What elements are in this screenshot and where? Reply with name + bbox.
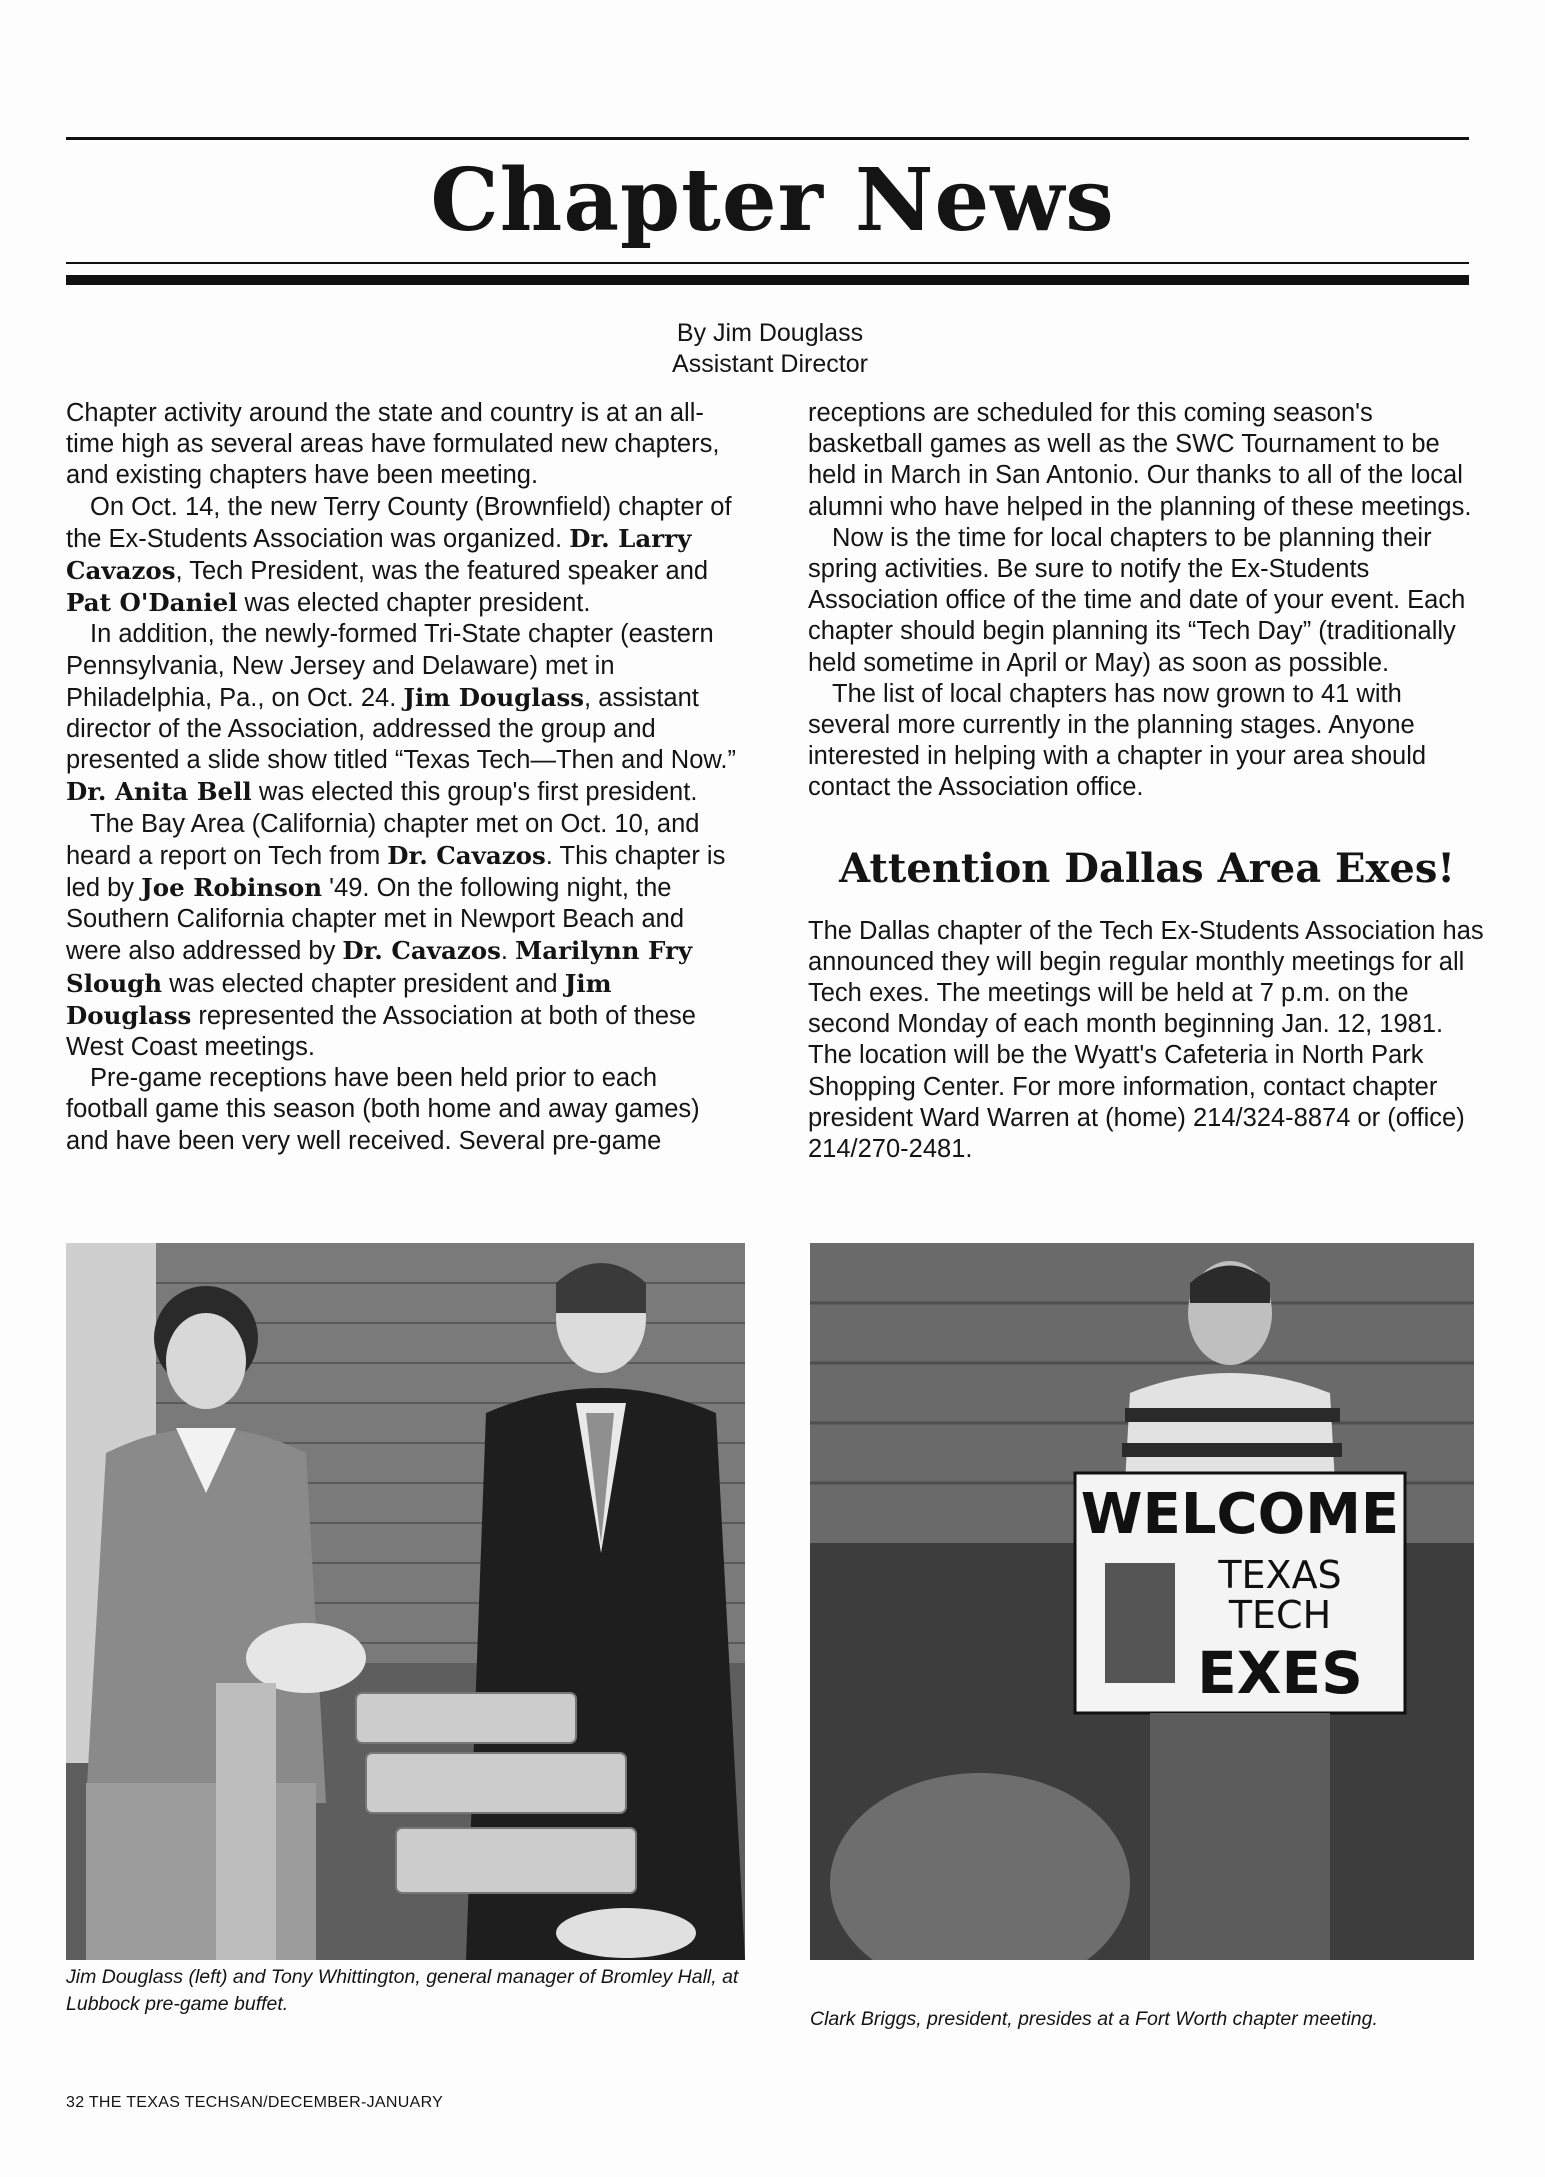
paragraph: receptions are scheduled for this coming season's basketball games as well as the SWC Tournament to be held in March in San Antonio. Our thanks to all of the local alumni who have helped in the planning of these meetings. [808,399,1472,521]
dallas-subheading: Attention Dallas Area Exes! [839,844,1455,892]
bold-name: Dr. Cavazos [342,936,501,966]
paragraph: On Oct. 14, the new Terry County (Brownfield) chapter of the Ex-Students Association was organized. Dr. Larry Cavazos, Tech President, was the featured speaker and Pat O'Daniel was elected chapter president. [66,492,732,618]
sign-welcome: WELCOME [1080,1482,1400,1547]
title-thin-rule [66,262,1469,264]
bold-name: Joe Robinson [141,873,323,903]
top-rule [66,137,1469,140]
bold-name: Jim Douglass [403,682,585,712]
article-right-column [808,398,1486,1165]
article-left-column [66,398,744,1157]
paragraph: Now is the time for local chapters to be planning their spring activities. Be sure to notify the Ex-Students Association office of the time and date of your event. Each chapter should begin planning its “Tech Day” (traditionally held sometime in April or May) as soon as possible. [808,523,1466,677]
sign-tech: TECH [1228,1593,1332,1637]
bold-name: Dr. Larry Cavazos [66,523,692,586]
title-thick-rule [66,275,1469,285]
byline [490,318,1050,380]
bold-name: Dr. Cavazos [387,840,546,870]
byline-author: By Jim Douglass [676,319,864,347]
paragraph: The Dallas chapter of the Tech Ex-Students Association has announced they will begin regular monthly meetings for all Tech exes. The meetings will be held at 7 p.m. on the second Monday of each month beginning Jan. 12, 1981. The location will be the Wyatt's Cafeteria in North Park Shopping Center. For more information, contact chapter president Ward Warren at (home) 214/324-8874 or (office) 214/270-2481. [808,916,1484,1164]
bold-name: Marilynn Fry Slough [66,936,693,998]
bold-name: Dr. Anita Bell [66,777,252,807]
bold-name: Jim Douglass [66,968,612,1030]
photo-meeting [810,1243,1474,1960]
paragraph: The Bay Area (California) chapter met on Oct. 10, and heard a report on Tech from Dr. Cavazos. This chapter is led by Joe Robinson '49. On the following night, the Southern California chapter met in Newport Beach and were also addressed by Dr. Cavazos. Marilynn Fry Slough was elected chapter president and Jim Douglass represented the Association at both of these West Coast meetings. [66,809,726,1062]
paragraph: Chapter activity around the state and country is at an all-time high as several areas have formulated new chapters, and existing chapters have been meeting. [66,399,720,490]
paragraph: Pre-game receptions have been held prior to each football game this season (both home and away games) and have been very well received. Several pre-game [66,1064,700,1155]
bold-name: Pat O'Daniel [66,588,238,618]
sign-texas: TEXAS [1218,1553,1342,1597]
paragraph: In addition, the newly-formed Tri-State chapter (eastern Pennsylvania, New Jersey and Delaware) met in Philadelphia, Pa., on Oct. 24. Jim Douglass, assistant director of the Association, addressed the group and presented a slide show titled “Texas Tech—Then and Now.” Dr. Anita Bell was elected this group's first president. [66,620,736,807]
sign-exes: EXES [1197,1639,1363,1707]
photo-caption-right: Clark Briggs, president, presides at a Fort Worth chapter meeting. [810,2008,1378,2030]
photo-buffet [66,1243,745,1960]
photo-caption-left: Jim Douglass (left) and Tony Whittington, general manager of Bromley Hall, at Lubbock pre-game buffet. [66,1966,739,2015]
page-footer: 32 THE TEXAS TECHSAN/DECEMBER-JANUARY [66,2094,444,2111]
byline-role: Assistant Director [672,350,868,378]
paragraph: The list of local chapters has now grown to 41 with several more currently in the planning stages. Anyone interested in helping with a chapter in your area should contact the Association office. [808,679,1427,802]
page-title: Chapter News [430,150,1115,251]
